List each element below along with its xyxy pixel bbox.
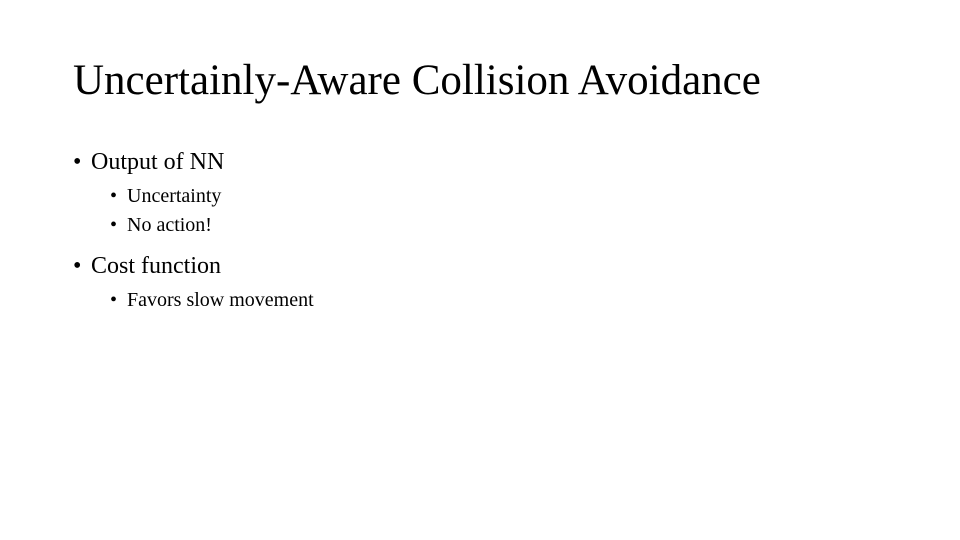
bullet-list [73,146,314,325]
sub-bullet-item-uncertainty [110,182,314,211]
sub-bullet-text: Favors slow movement [127,289,314,311]
bullet-icon: • [110,214,118,236]
sub-bullet-text: No action! [127,214,212,236]
sub-bullet-item-no-action [110,211,314,240]
bullet-icon: • [110,289,118,311]
bullet-item-output-of-nn [73,146,314,240]
bullet-item-cost-function [73,250,314,315]
sub-bullet-list [73,182,314,240]
sub-bullet-list [73,286,314,315]
sub-bullet-item-favors-slow-movement [110,286,314,315]
bullet-text: Cost function [91,253,221,279]
bullet-icon: • [73,253,82,279]
bullet-text: Output of NN [91,149,225,175]
bullet-icon: • [110,185,118,207]
sub-bullet-text: Uncertainty [127,185,222,207]
slide-title: Uncertainly-Aware Collision Avoidance [73,57,761,104]
bullet-icon: • [73,149,82,175]
